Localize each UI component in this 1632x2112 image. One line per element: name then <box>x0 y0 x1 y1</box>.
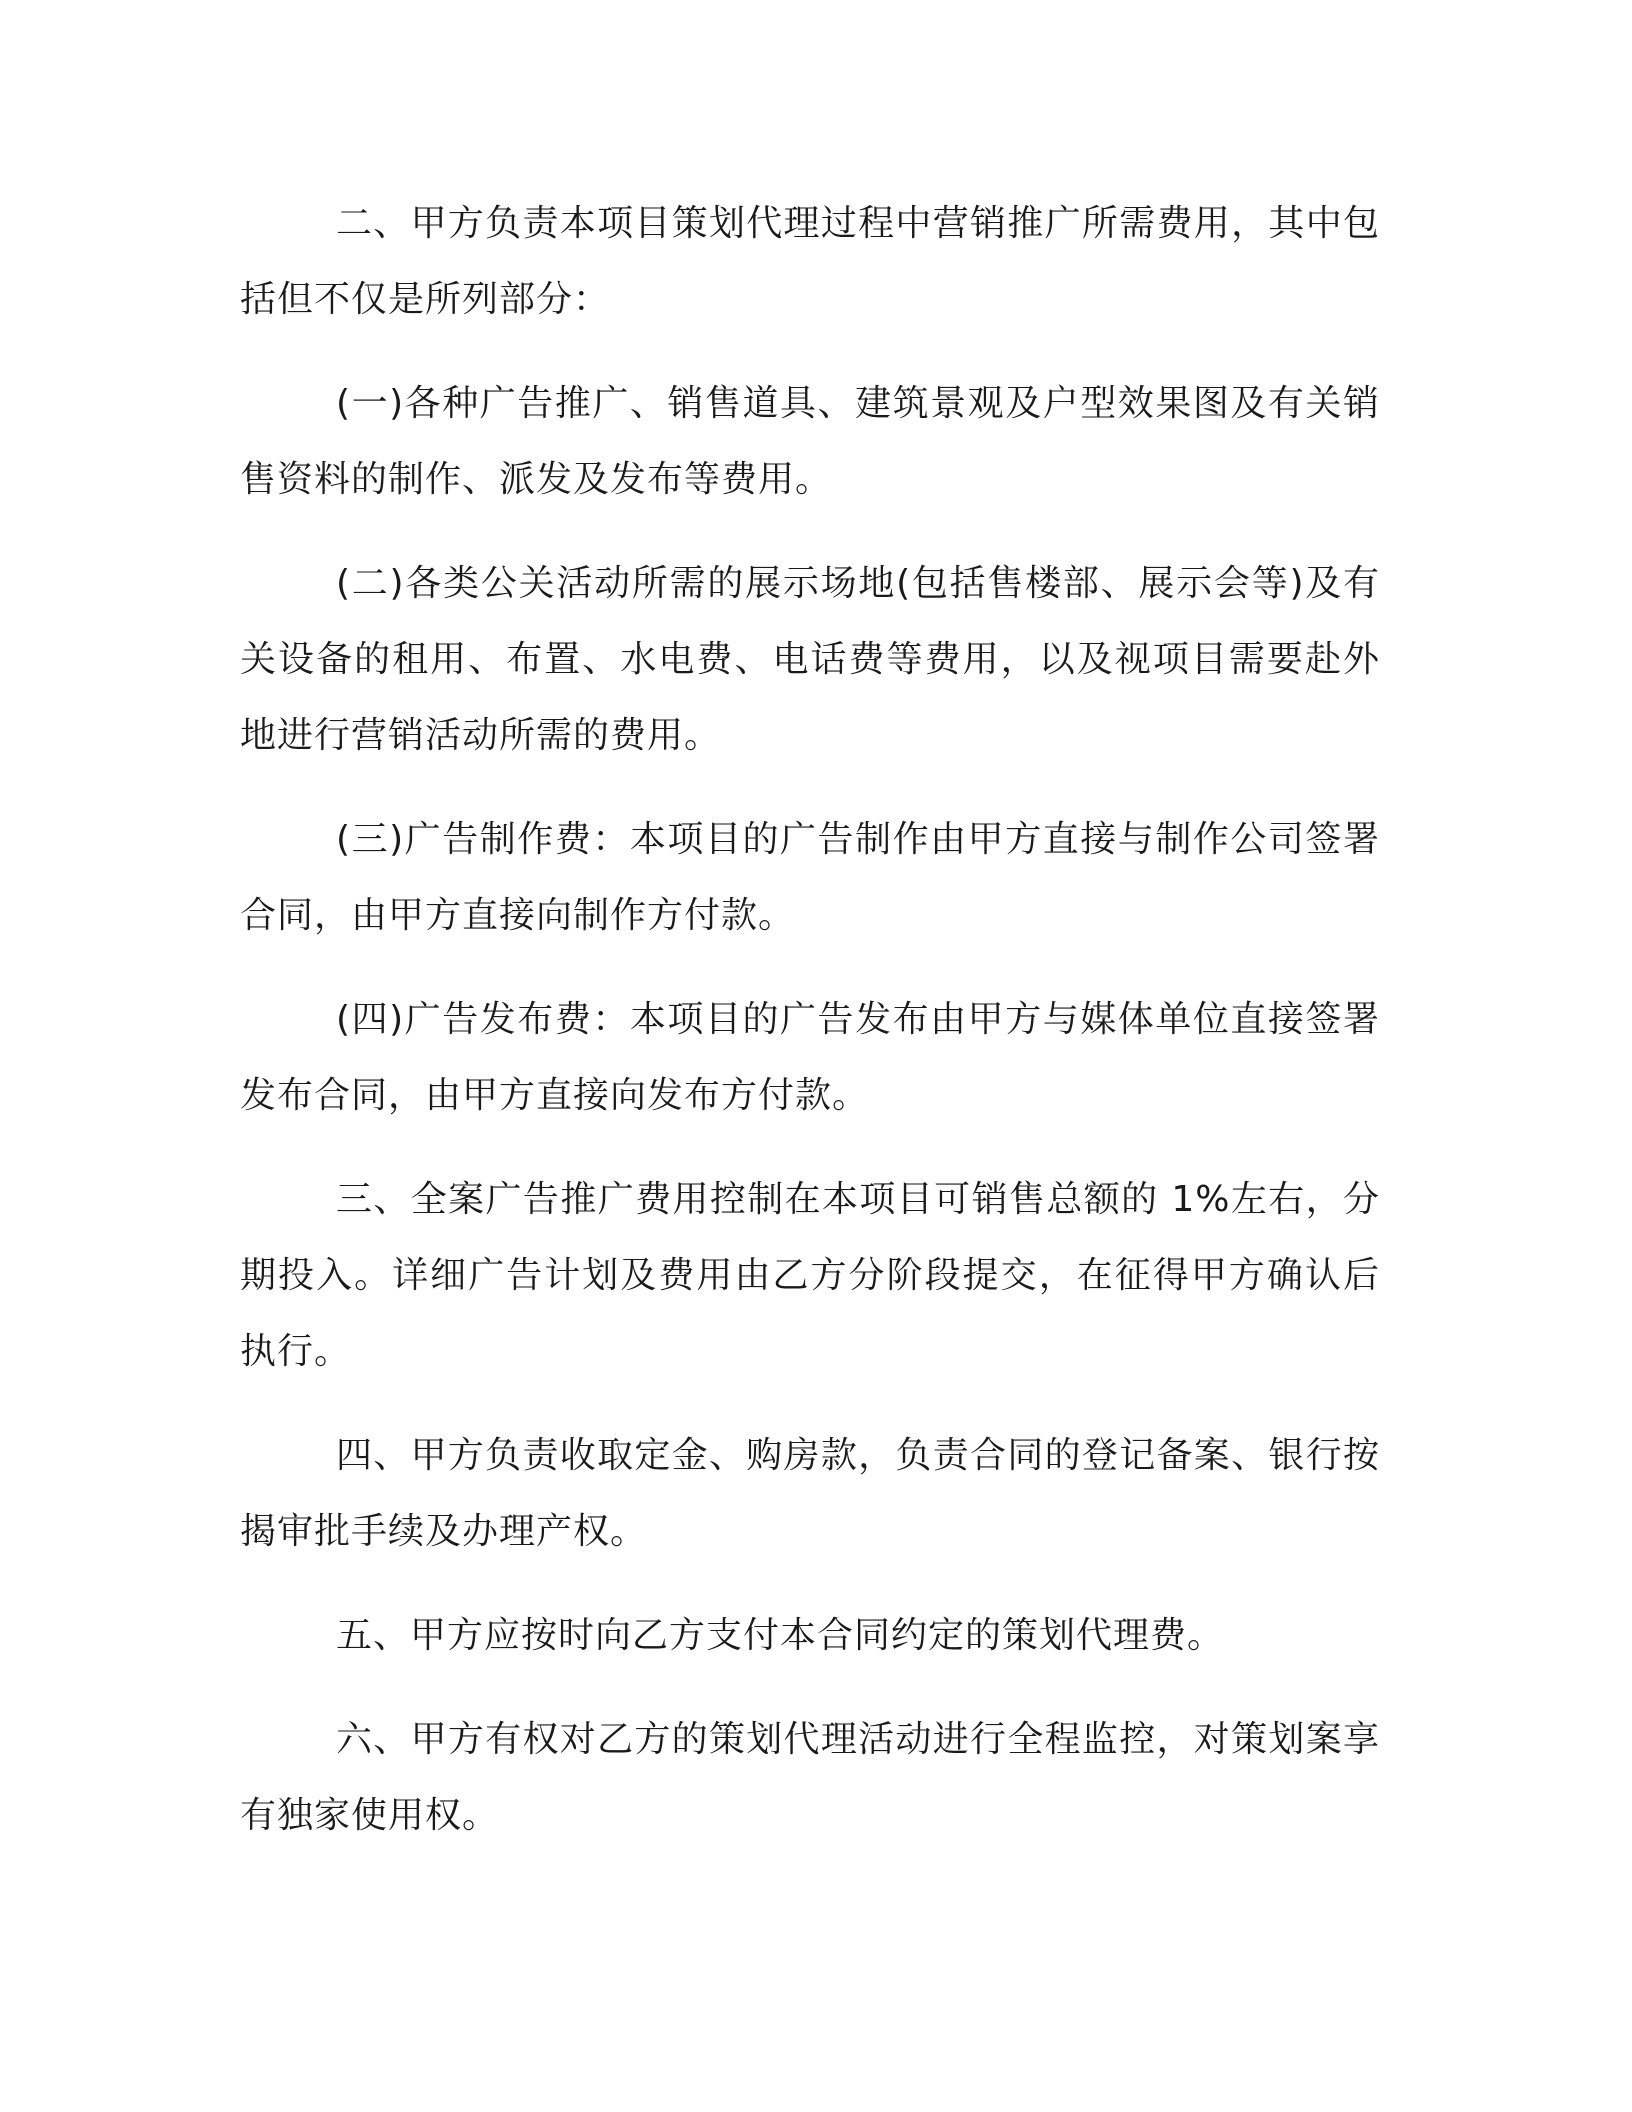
paragraph-clause-4: 四、甲方负责收取定金、购房款，负责合同的登记备案、银行按揭审批手续及办理产权。 <box>240 1435 1380 1552</box>
paragraph-clause-5: 五、甲方应按时向乙方支付本合同约定的策划代理费。 <box>336 1615 1225 1656</box>
document-body <box>240 186 1380 1854</box>
paragraph-item-1: (一)各种广告推广、销售道具、建筑景观及户型效果图及有关销售资料的制作、派发及发布等费用。 <box>240 383 1380 500</box>
paragraph-clause-2: 二、甲方负责本项目策划代理过程中营销推广所需费用，其中包括但不仅是所列部分： <box>240 203 1380 320</box>
paragraph-item-2: (二)各类公关活动所需的展示场地(包括售楼部、展示会等)及有关设备的租用、布置、水电费、电话费等费用，以及视项目需要赴外地进行营销活动所需的费用。 <box>240 563 1380 756</box>
paragraph-item-3: (三)广告制作费：本项目的广告制作由甲方直接与制作公司签署合同，由甲方直接向制作方付款。 <box>240 819 1380 936</box>
paragraph-clause-3: 三、全案广告推广费用控制在本项目可销售总额的 1%左右，分期投入。详细广告计划及费用由乙方分阶段提交，在征得甲方确认后执行。 <box>240 1179 1380 1372</box>
paragraph-clause-6: 六、甲方有权对乙方的策划代理活动进行全程监控，对策划案享有独家使用权。 <box>240 1719 1380 1836</box>
paragraph-item-4: (四)广告发布费：本项目的广告发布由甲方与媒体单位直接签署发布合同，由甲方直接向发布方付款。 <box>240 999 1380 1116</box>
